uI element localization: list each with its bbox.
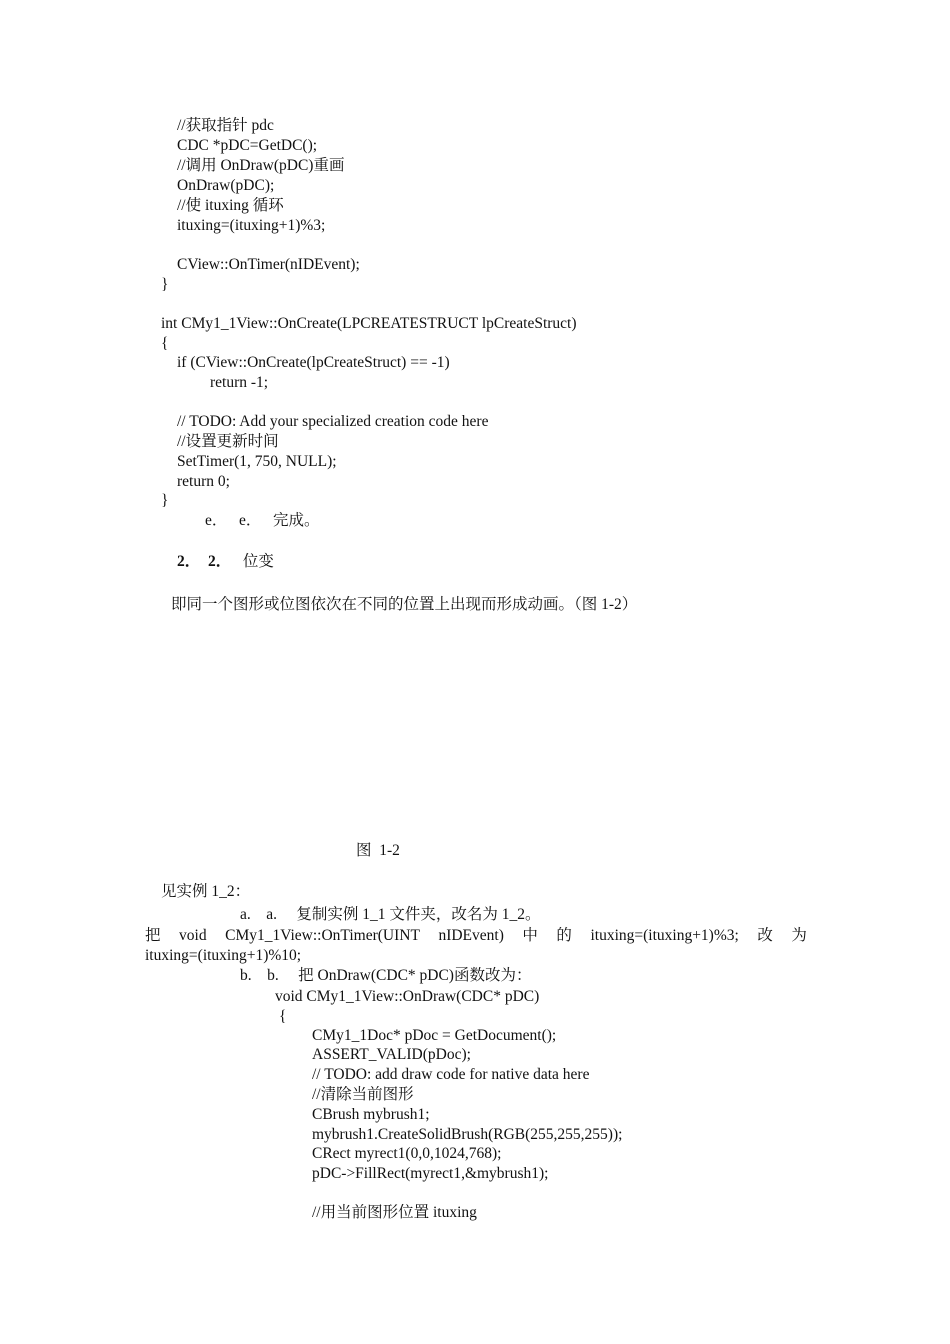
code-line: CBrush mybrush1; bbox=[312, 1106, 430, 1123]
code-line: //设置更新时间 bbox=[177, 433, 279, 450]
code-line: int CMy1_1View::OnCreate(LPCREATESTRUCT lpCreateStruct) bbox=[161, 315, 577, 332]
code-line: if (CView::OnCreate(lpCreateStruct) == -1) bbox=[177, 354, 450, 371]
code-line: // TODO: Add your specialized creation code here bbox=[177, 413, 489, 430]
word: 的 bbox=[556, 927, 572, 944]
code-line: CDC *pDC=GetDC(); bbox=[177, 137, 318, 154]
code-line: } bbox=[161, 492, 169, 509]
code-line: //用当前图形位置 ituxing bbox=[312, 1204, 477, 1221]
word: void bbox=[179, 927, 207, 944]
word: ituxing=(ituxing+1)%3; bbox=[590, 927, 739, 944]
figure-caption: 图 1-2 bbox=[356, 842, 400, 859]
justified-instruction-line bbox=[145, 926, 807, 946]
code-line: ituxing=(ituxing+1)%3; bbox=[177, 217, 326, 234]
word: CMy1_1View::OnTimer(UINT bbox=[225, 927, 420, 944]
code-line: //使 ituxing 循环 bbox=[177, 197, 284, 214]
word: 改 bbox=[757, 927, 773, 944]
code-line: { bbox=[279, 1008, 287, 1025]
word: 中 bbox=[522, 927, 538, 944]
word: nIDEvent) bbox=[438, 927, 504, 944]
example-reference: 见实例 1_2： bbox=[161, 883, 251, 900]
word: 为 bbox=[791, 927, 807, 944]
code-line: return -1; bbox=[210, 374, 269, 391]
section-heading bbox=[177, 552, 274, 572]
code-line: // TODO: add draw code for native data here bbox=[312, 1066, 590, 1083]
section-number: 2． 2． bbox=[177, 553, 232, 570]
instruction-continuation: ituxing=(ituxing+1)%10; bbox=[145, 947, 302, 964]
step-e: e． e． 完成。 bbox=[205, 512, 320, 529]
code-line: pDC->FillRect(myrect1,&mybrush1); bbox=[312, 1165, 549, 1182]
code-line: ASSERT_VALID(pDoc); bbox=[312, 1046, 471, 1063]
code-line: void CMy1_1View::OnDraw(CDC* pDC) bbox=[275, 988, 540, 1005]
section-title: 位变 bbox=[242, 553, 274, 570]
code-line: return 0; bbox=[177, 473, 230, 490]
code-line: //调用 OnDraw(pDC)重画 bbox=[177, 157, 345, 174]
intro-paragraph: 即同一个图形或位图依次在不同的位置上出现而形成动画。（图 1-2） bbox=[171, 596, 638, 613]
code-line: CMy1_1Doc* pDoc = GetDocument(); bbox=[312, 1027, 557, 1044]
code-line: //获取指针 pdc bbox=[177, 117, 274, 134]
code-line: mybrush1.CreateSolidBrush(RGB(255,255,255)); bbox=[312, 1126, 623, 1143]
code-line: } bbox=[161, 276, 169, 293]
step-a: a. a. 复制实例 1_1 文件夹，改名为 1_2。 bbox=[240, 906, 541, 923]
code-line: SetTimer(1, 750, NULL); bbox=[177, 453, 337, 470]
code-line: //清除当前图形 bbox=[312, 1086, 414, 1103]
step-b: b. b. 把 OnDraw(CDC* pDC)函数改为： bbox=[240, 967, 532, 984]
figure-placeholder bbox=[145, 625, 807, 835]
code-line: OnDraw(pDC); bbox=[177, 177, 275, 194]
code-line: CView::OnTimer(nIDEvent); bbox=[177, 256, 360, 273]
word: 把 bbox=[145, 927, 161, 944]
code-line: { bbox=[161, 335, 169, 352]
code-line: CRect myrect1(0,0,1024,768); bbox=[312, 1145, 502, 1162]
